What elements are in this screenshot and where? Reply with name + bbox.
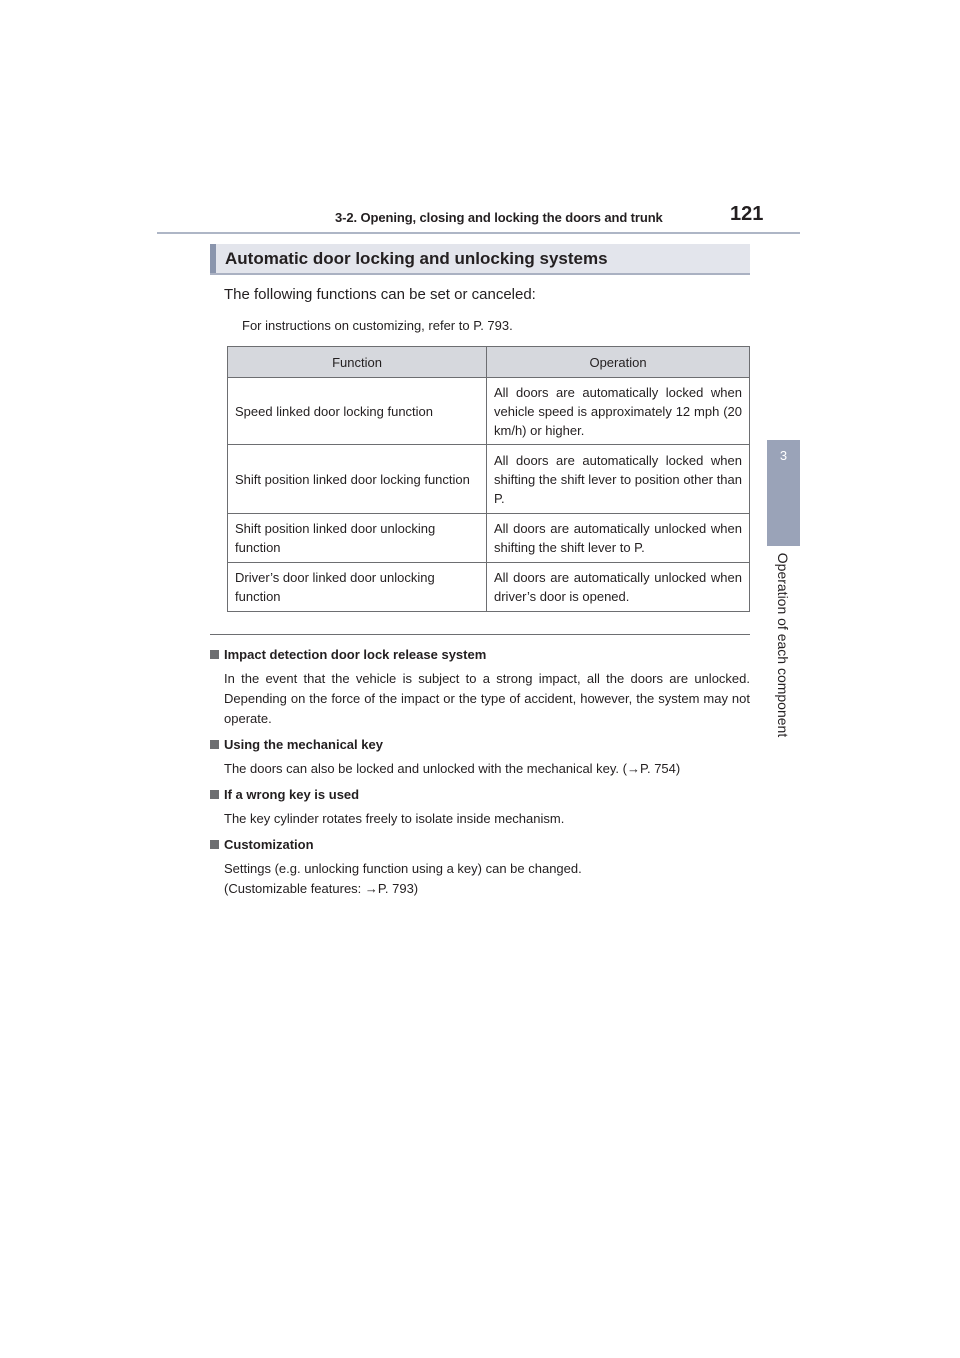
note-heading: Impact detection door lock release system bbox=[210, 645, 750, 664]
function-cell: Driver’s door linked door unlocking function bbox=[228, 563, 487, 612]
notes-section bbox=[210, 645, 750, 905]
chapter-tab-label: Operation of each component bbox=[775, 552, 791, 738]
table-row bbox=[228, 514, 750, 563]
table-row bbox=[228, 563, 750, 612]
operation-cell: All doors are automatically unlocked when driver’s door is opened. bbox=[487, 563, 750, 612]
section-heading-bar bbox=[210, 244, 750, 275]
chapter-tab-number: 3 bbox=[779, 448, 788, 463]
square-bullet-icon bbox=[210, 740, 219, 749]
note-body: In the event that the vehicle is subject to a strong impact, all the doors are unlocked. Depending on the force of the impact or the type of accident, however, the system may not operate. bbox=[224, 671, 750, 726]
table-row bbox=[228, 445, 750, 514]
note-heading: Customization bbox=[210, 835, 750, 854]
note-body: The doors can also be locked and unlocked with the mechanical key. (→P. 754) bbox=[224, 761, 681, 776]
square-bullet-icon bbox=[210, 840, 219, 849]
header-operation: Operation bbox=[487, 347, 750, 378]
note-item bbox=[210, 785, 750, 829]
notes-divider bbox=[210, 634, 750, 635]
operation-cell: All doors are automatically unlocked when shifting the shift lever to P. bbox=[487, 514, 750, 563]
header-function: Function bbox=[228, 347, 487, 378]
page-number: 121 bbox=[730, 203, 764, 225]
note-item bbox=[210, 835, 750, 899]
note-heading: If a wrong key is used bbox=[210, 785, 750, 804]
operation-cell: All doors are automatically locked when shifting the shift lever to position other than P. bbox=[487, 445, 750, 514]
note-item bbox=[210, 645, 750, 729]
section-title: Automatic door locking and unlocking systems bbox=[225, 249, 608, 268]
table-row bbox=[228, 378, 750, 445]
chapter-title: 3-2. Opening, closing and locking the doors and trunk bbox=[335, 210, 663, 225]
function-table bbox=[227, 346, 750, 612]
header-rule bbox=[157, 232, 800, 234]
square-bullet-icon bbox=[210, 650, 219, 659]
square-bullet-icon bbox=[210, 790, 219, 799]
table-header-row bbox=[228, 347, 750, 378]
section-accent bbox=[210, 244, 216, 273]
note-heading: Using the mechanical key bbox=[210, 735, 750, 754]
function-cell: Speed linked door locking function bbox=[228, 378, 487, 445]
function-cell: Shift position linked door locking function bbox=[228, 445, 487, 514]
operation-cell: All doors are automatically locked when vehicle speed is approximately 12 mph (20 km/h) or higher. bbox=[487, 378, 750, 445]
note-body-reference: (Customizable features: →P. 793) bbox=[224, 881, 419, 896]
note-body: The key cylinder rotates freely to isolate inside mechanism. bbox=[224, 811, 565, 826]
function-cell: Shift position linked door unlocking function bbox=[228, 514, 487, 563]
note-body: Settings (e.g. unlocking function using a key) can be changed. bbox=[224, 861, 582, 876]
customize-instruction: For instructions on customizing, refer to P. 793. bbox=[242, 318, 513, 333]
note-item bbox=[210, 735, 750, 779]
section-intro: The following functions can be set or canceled: bbox=[224, 286, 536, 303]
